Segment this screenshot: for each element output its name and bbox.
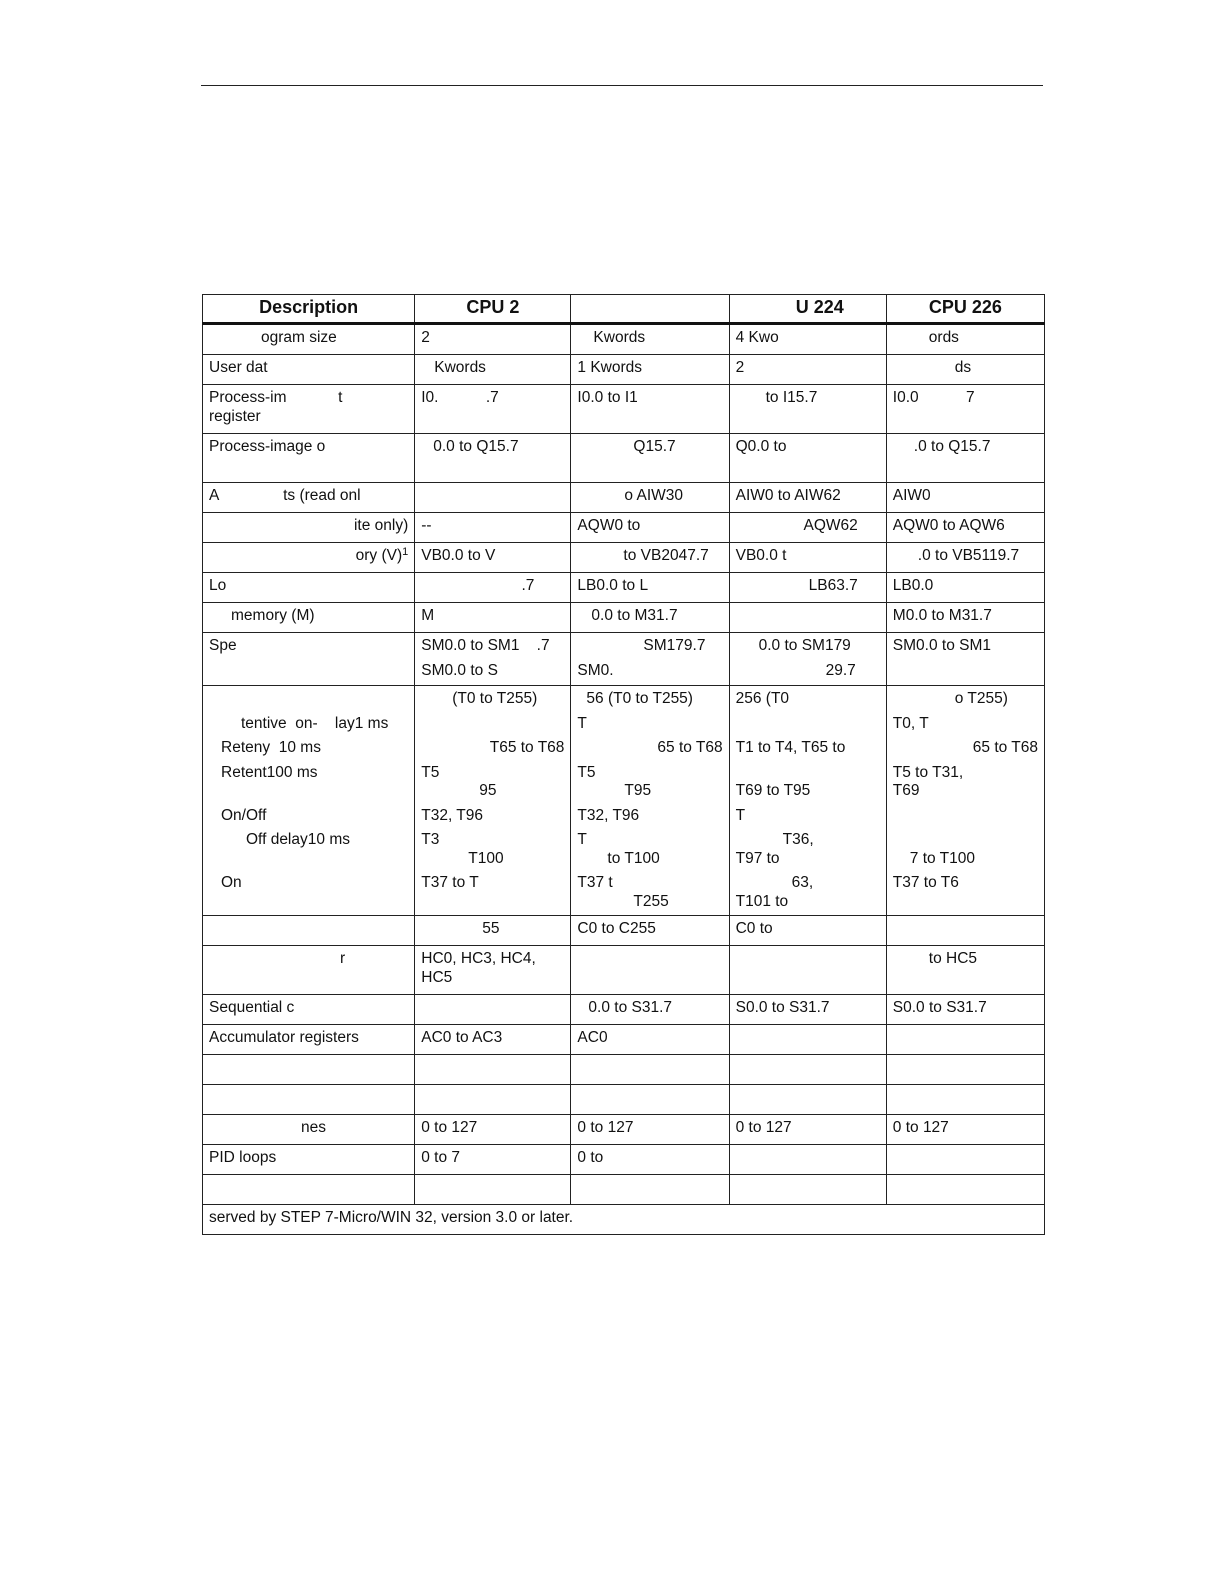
cell-line: SM179.7 [643, 637, 706, 654]
cell: 0 to 127 [571, 1115, 729, 1145]
cell [571, 946, 729, 995]
cell-line: 95 [479, 782, 497, 799]
cell-desc: ogram size [203, 324, 415, 355]
cell-line: T [735, 806, 746, 824]
cell-desc [203, 1085, 415, 1115]
cell: AC0 to AC3 [415, 1025, 571, 1055]
cell-line: T37 to T6 [892, 874, 959, 891]
cell-line [736, 715, 880, 734]
cell: Kwords [571, 324, 729, 355]
cell: 2 [415, 324, 571, 355]
table-row [203, 995, 1045, 1025]
timer-desc-line: On [221, 874, 242, 891]
cell-line: 256 (T0 [735, 690, 790, 707]
cell-desc: PID loops [203, 1145, 415, 1175]
cell [886, 1025, 1044, 1055]
cell-line: SM0.0 to SM1 .7 [421, 637, 550, 654]
cell: 55 [415, 916, 571, 946]
cell: ords [886, 324, 1044, 355]
table-row [203, 916, 1045, 946]
cell-line: 0.0 to SM179 [758, 637, 851, 654]
cell-line: T95 [624, 782, 652, 799]
cell [886, 1175, 1044, 1205]
cell-line: T5 [421, 763, 440, 781]
cell: 2 [729, 355, 886, 385]
cell-line: T5 [577, 763, 596, 781]
cell-desc: Lo [203, 573, 415, 603]
cell-line: T101 to [735, 892, 789, 910]
cell [729, 1025, 886, 1055]
cell [729, 1055, 886, 1085]
cell-desc: Process-image o [203, 434, 415, 483]
table-row [203, 543, 1045, 573]
cell-desc: r [203, 946, 415, 995]
cell-line: T65 to T68 [489, 739, 565, 756]
cell-line: (T0 to T255) [452, 690, 538, 707]
cell: AQW0 to [571, 513, 729, 543]
cell [415, 995, 571, 1025]
cell [415, 1055, 571, 1085]
cell: 0 to 127 [729, 1115, 886, 1145]
cell: Q0.0 to [729, 434, 886, 483]
cell-desc: Sequential c [203, 995, 415, 1025]
timer-desc-line [209, 850, 408, 869]
cell-line [893, 807, 1038, 826]
cell: to HC5 [886, 946, 1044, 995]
cell: 4 Kwo [729, 324, 886, 355]
cell-line [736, 764, 880, 783]
cell [415, 946, 571, 995]
cell-line: HC5 [421, 968, 453, 986]
cell [729, 603, 886, 633]
cell-desc [203, 385, 415, 434]
cell: VB0.0 to V [415, 543, 571, 573]
cell-desc: nes [203, 1115, 415, 1145]
header-cpu-222 [571, 295, 729, 324]
cell-desc-line: register [209, 407, 261, 425]
timer-desc-line: Reteny 10 ms [221, 739, 321, 756]
cell-line: T [577, 714, 587, 732]
cell: I0.0 7 [886, 385, 1044, 434]
cell: o AIW30 [571, 483, 729, 513]
header-cpu-224: U 224 [729, 295, 886, 324]
cell-desc: User dat [203, 355, 415, 385]
cell-line: T5 to T31, [892, 763, 964, 781]
cell: 0.0 to M31.7 [571, 603, 729, 633]
cell [571, 1175, 729, 1205]
table-header-row [203, 295, 1045, 324]
cell [729, 1175, 886, 1205]
cell [415, 633, 571, 686]
cell-line: to T100 [607, 849, 660, 867]
cell: to I15.7 [729, 385, 886, 434]
table-footnote: served by STEP 7-Micro/WIN 32, version 3.0 or later. [203, 1205, 1045, 1235]
cell-line: SM0.0 to S [421, 661, 498, 679]
cell [415, 483, 571, 513]
cell [886, 1085, 1044, 1115]
memory-ranges-table [202, 294, 1045, 1235]
cell-desc-text: ory (V) [355, 547, 403, 564]
cell-line [421, 715, 564, 734]
cell-line: T37 to T [421, 874, 479, 891]
table-row [203, 1145, 1045, 1175]
cell-line: T69 to T95 [735, 782, 811, 799]
cell: C0 to [729, 916, 886, 946]
cell-desc: Spe [203, 633, 415, 686]
cell: VB0.0 t [729, 543, 886, 573]
cell: .7 [415, 573, 571, 603]
header-rule [201, 85, 1043, 86]
cell-line: T36, [782, 831, 814, 848]
cell [729, 686, 886, 916]
cell [886, 686, 1044, 916]
cell-line: 56 (T0 to T255) [586, 690, 693, 707]
cell-line [893, 893, 1038, 912]
cell [729, 633, 886, 686]
cell: to VB2047.7 [571, 543, 729, 573]
cell: ds [886, 355, 1044, 385]
table-row [203, 573, 1045, 603]
table-row [203, 324, 1045, 355]
cell: C0 to C255 [571, 916, 729, 946]
cell-line: 29.7 [825, 661, 856, 679]
cell: S0.0 to S31.7 [729, 995, 886, 1025]
cell: .0 to Q15.7 [886, 434, 1044, 483]
footnote-mark: 1 [402, 546, 409, 558]
cell [571, 633, 729, 686]
cell: 0.0 to Q15.7 [415, 434, 571, 483]
cell [571, 1055, 729, 1085]
cell-desc [203, 1055, 415, 1085]
cell-desc: Accumulator registers [203, 1025, 415, 1055]
timer-desc-line [209, 893, 408, 912]
cell [886, 1145, 1044, 1175]
cell-line: 63, [791, 874, 814, 891]
cell [729, 946, 886, 995]
table-row [203, 1115, 1045, 1145]
cell-line [893, 831, 1038, 850]
header-cpu-226: CPU 226 [886, 295, 1044, 324]
cell-line: o T255) [954, 690, 1008, 707]
cell [415, 1175, 571, 1205]
cell [571, 1085, 729, 1115]
cell-line: T [577, 831, 587, 848]
cell-line [421, 893, 564, 912]
timer-desc-line: tentive on- lay1 ms [241, 714, 389, 732]
timer-desc-line [209, 690, 408, 709]
table-row [203, 1055, 1045, 1085]
cell-line: T100 [468, 849, 504, 867]
cell: M0.0 to M31.7 [886, 603, 1044, 633]
cell: S0.0 to S31.7 [886, 995, 1044, 1025]
cell: Q15.7 [571, 434, 729, 483]
table-row [203, 513, 1045, 543]
cell-line: 65 to T68 [972, 739, 1038, 756]
cell-line: T69 [892, 782, 920, 799]
table-row [203, 633, 1045, 686]
timer-desc-line: Retent100 ms [221, 763, 318, 781]
cell-desc: memory (M) [203, 603, 415, 633]
cell: 1 Kwords [571, 355, 729, 385]
cell: LB0.0 to L [571, 573, 729, 603]
table-row [203, 946, 1045, 995]
cell [729, 1085, 886, 1115]
cell-desc: ite only) [203, 513, 415, 543]
cell: AIW0 to AIW62 [729, 483, 886, 513]
cell [886, 1055, 1044, 1085]
cell: I0.0 to I1 [571, 385, 729, 434]
header-description: Description [203, 295, 415, 324]
cell-line: 65 to T68 [657, 739, 723, 756]
cell: M [415, 603, 571, 633]
cell [886, 633, 1044, 686]
cell: AC0 [571, 1025, 729, 1055]
cell: AIW0 [886, 483, 1044, 513]
cell: AQW0 to AQW6 [886, 513, 1044, 543]
cell-line: HC0, HC3, HC4, [421, 950, 536, 967]
header-cpu-221: CPU 2 [415, 295, 571, 324]
table-row [203, 1175, 1045, 1205]
cell-line: T0, T [892, 714, 929, 732]
cell: 0 to 127 [415, 1115, 571, 1145]
table-row [203, 603, 1045, 633]
cell: AQW62 [729, 513, 886, 543]
cell: 0 to 127 [886, 1115, 1044, 1145]
cell: -- [415, 513, 571, 543]
table-row [203, 1085, 1045, 1115]
timer-desc-line [209, 782, 408, 801]
cell-line: SM0.0 to SM1 [892, 637, 991, 654]
cell [729, 1145, 886, 1175]
cell-line: T32, T96 [577, 806, 640, 824]
cell: 0 to 7 [415, 1145, 571, 1175]
cell-line: T1 to T4, T65 to [735, 739, 846, 756]
cell-desc-line: Process-im t [209, 389, 343, 406]
cell: 0.0 to S31.7 [571, 995, 729, 1025]
table-row [203, 483, 1045, 513]
table-row-timers [203, 686, 1045, 916]
cell [415, 686, 571, 916]
cell: I0. .7 [415, 385, 571, 434]
cell [886, 916, 1044, 946]
cell-line: SM0. [577, 661, 614, 679]
cell: Kwords [415, 355, 571, 385]
cell-line: 7 to T100 [909, 849, 975, 867]
table-row [203, 1025, 1045, 1055]
cell-desc [203, 1175, 415, 1205]
timer-desc-line: Off delay10 ms [246, 831, 350, 848]
timer-desc-line: On/Off [221, 806, 267, 824]
cell-desc [203, 686, 415, 916]
cell-line: T255 [633, 892, 669, 910]
cell-desc [203, 543, 415, 573]
cell: LB63.7 [729, 573, 886, 603]
table-row [203, 434, 1045, 483]
table-footnote-row [203, 1205, 1045, 1235]
cell-line: T97 to [735, 849, 780, 867]
cell-desc: A ts (read onl [203, 483, 415, 513]
cell-line: T32, T96 [421, 806, 484, 824]
table-row [203, 355, 1045, 385]
table-row [203, 385, 1045, 434]
cell: 0 to [571, 1145, 729, 1175]
cell-desc [203, 916, 415, 946]
cell [571, 686, 729, 916]
cell: .0 to VB5119.7 [886, 543, 1044, 573]
cell-line: T3 [421, 831, 440, 848]
cell-line: T37 t [577, 874, 613, 891]
cell [415, 1085, 571, 1115]
cell: LB0.0 [886, 573, 1044, 603]
